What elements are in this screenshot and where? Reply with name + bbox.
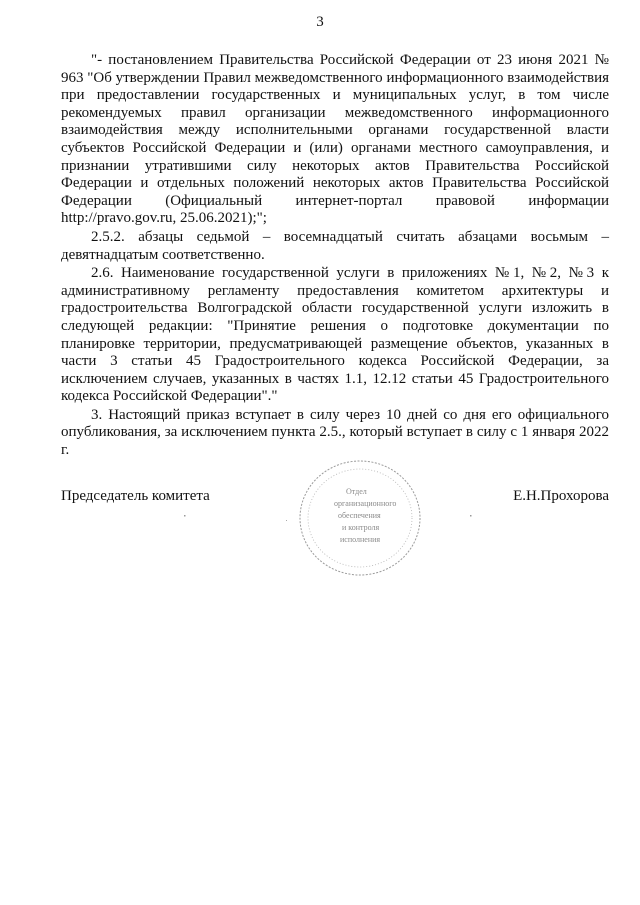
paragraph-amendment-quote: "- постановлением Правительства Российской Федерации от 23 июня 2021 № 963 "Об утверждении Правил межведомственного информационного взаимодействия при предоставлении государственных и муниципальных услуг, в том числе рекомендуемых правил организации межведомственного информационного взаимодействия между исполнительными органами государственной власти субъектов Российской Федерации и (или) органами местного самоуправления, и признании утратившими силу некоторых актов Правительства Российской Федерации и отдельных положений некоторых актов Правительства Российской Федерации (Официальный интернет-портал правовой информации http://pravo.gov.ru, 25.06.2021);"; xyxy=(61,52,609,227)
paragraph-2-6: 2.6. Наименование государственной услуги в приложениях №1, №2, №3 к административному регламенту предоставления комитетом архитектуры и градостроительства Волгоградской области государственной услуги изложить в следующей редакции: "Принятие решения о подготовке документации по планировке территории, предусматривающей размещение объектов, указанных в части 3 статьи 45 Градостроительного кодекса Российской Федерации, за исключением случаев, указанных в частях 1.1, 12.12 статьи 45 Градостроительного кодекса Российской Федерации"." xyxy=(61,265,609,405)
page-number: 3 xyxy=(316,14,324,30)
signatory-name: Е.Н.Прохорова xyxy=(513,488,609,504)
stamp-line-5: исполнения xyxy=(340,535,381,544)
signatory-title: Председатель комитета xyxy=(61,488,210,504)
stamp-line-1: Отдел xyxy=(346,487,367,496)
paragraph-2-5-2: 2.5.2. абзацы седьмой – восемнадцатый считать абзацами восьмым – девятнадцатым соответственно. xyxy=(61,228,609,263)
paragraph-3-effective-date: 3. Настоящий приказ вступает в силу через 10 дней со дня его официального опубликования, за исключением пункта 2.5., который вступает в силу с 1 января 2022 г. xyxy=(61,406,609,459)
stamp-line-2: организационного xyxy=(334,499,397,508)
stamp-line-4: и контроля xyxy=(342,523,380,532)
stamp-line-3: обеспечения xyxy=(338,511,381,520)
